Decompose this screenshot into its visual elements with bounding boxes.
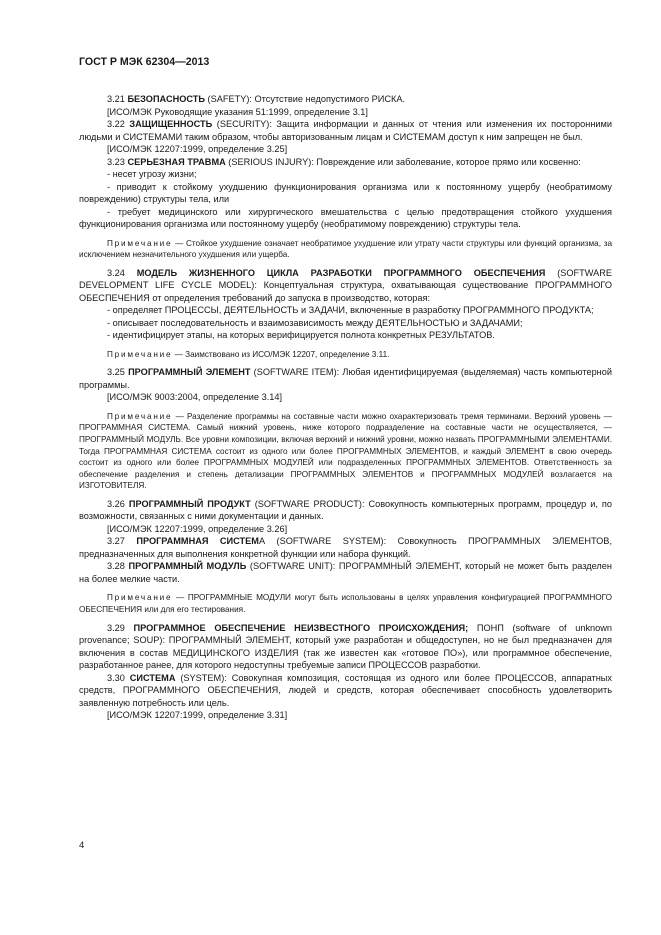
- definition-number: 3.26: [107, 498, 129, 509]
- definition-number: 3.28: [107, 561, 129, 572]
- definition-text: ПОНП (software of unknown provenance; SOUP): ПРОГРАММНЫЙ ЭЛЕМЕНТ, который уже разработан и общедоступен, но не был предназначен для включения в состав МЕДИЦИНСКОГО ИЗДЕЛИЯ (так же известен как «готовое ПО»), или программное обеспечение, разработанное ранее, для которого недоступны требуемые записи ПРОЦЕССОВ разработки.: [79, 622, 613, 671]
- note-text: — Заимствовано из ИСО/МЭК 12207, определение 3.11.: [172, 349, 390, 359]
- reference-paragraph: - приводит к стойкому ухудшению функционирования организма или к постоянному ущербу (необратимому повреждению) структуры тела, или: [79, 181, 612, 204]
- definition-number: 3.23: [107, 156, 128, 167]
- definition-paragraph: [79, 622, 612, 672]
- note-label: Примечание: [107, 238, 173, 248]
- definition-text: (SAFETY): Отсутствие недопустимого РИСКА.: [205, 94, 406, 104]
- definition-text: (SERIOUS INJURY): Повреждение или заболевание, которое прямо или косвенно:: [225, 156, 581, 167]
- definition-number: 3.30: [107, 672, 130, 683]
- definition-term: ПРОГРАММНЫЙ ПРОДУКТ: [128, 498, 251, 509]
- note-text: — Разделение программы на составные части можно охарактеризовать тремя терминами. Верхний уровень — ПРОГРАММНАЯ СИСТЕМА. Самый нижний уровень, ниже которого подразделение на составные части не осуществляется, — ПРОГРАММНЫЙ МОДУЛЬ. Все уровни композиции, включая верхний и нижний уровни, можно назвать ПРОГРАММНЫМИ ЭЛЕМЕНТАМИ. Тогда ПРОГРАММНАЯ СИСТЕМА состоит из одного или более ПРОГРАММНЫХ ЭЛЕМЕНТОВ, и каждый ЭЛЕМЕНТ в свою очередь состоит из одного или более ПРОГРАММНЫХ МОДУЛЕЙ или подразделенных ПРОГРАММНЫХ ЭЛЕМЕНТОВ. Ответственность за обеспечение разделения и степень детализации ПРОГРАММНЫХ ЭЛЕМЕНТОВ и ПРОГРАММНЫХ МОДУЛЕЙ возлагается на ИЗГОТОВИТЕЛЯ.: [79, 411, 612, 491]
- definition-term: ПРОГРАММНЫЙ МОДУЛЬ: [128, 561, 247, 572]
- definition-text: (SOFTWARE PRODUCT): Совокупность компьютерных программ, процедур и, по возможности, связанных с ними документации и данных.: [79, 498, 612, 522]
- definition-paragraph: [79, 672, 612, 710]
- definition-term: СИСТЕМА: [129, 672, 176, 683]
- document-body: [79, 93, 612, 722]
- definition-text: (SECURITY): Защита информации и данных от чтения или изменения их посторонними людьми и СИСТЕМАМИ таким образом, чтобы авторизованным лицам и СИСТЕМАМ доступ к ним запрещен не был.: [79, 119, 612, 142]
- definition-paragraph: [79, 267, 612, 305]
- page-number: 4: [79, 840, 85, 851]
- note-paragraph: [79, 592, 612, 615]
- reference-paragraph: [ИСО/МЭК 9003:2004, определение 3.14]: [107, 392, 283, 403]
- reference-paragraph: - несет угрозу жизни;: [107, 169, 197, 179]
- definition-term: СЕРЬЕЗНАЯ ТРАВМА: [127, 156, 226, 167]
- reference-paragraph: - требует медицинского или хирургического вмешательства с целью предотвращения стойкого ухудшения функционирования организма или постоянному ущербу (необратимому повреждению) структуры тела.: [79, 206, 612, 229]
- definition-number: 3.22: [107, 119, 130, 129]
- reference-paragraph: - определяет ПРОЦЕССЫ, ДЕЯТЕЛЬНОСТЬ и ЗАДАЧИ, включенные в разработку ПРОГРАММНОГО ПРОДУКТА;: [107, 305, 594, 316]
- definition-text: (SOFTWARE UNIT): ПРОГРАММНЫЙ ЭЛЕМЕНТ, который не может быть разделен на более мелкие части.: [79, 561, 612, 584]
- reference-paragraph: [ИСО/МЭК 12207:1999, определение 3.26]: [107, 523, 288, 534]
- document-header: ГОСТ Р МЭК 62304—2013: [79, 56, 210, 68]
- definition-number: 3.27: [107, 536, 137, 547]
- note-label: Примечание: [107, 349, 173, 359]
- note-label: Примечание: [107, 411, 173, 421]
- definition-paragraph: [79, 93, 612, 106]
- note-paragraph: [79, 411, 612, 492]
- reference-paragraph: [ИСО/МЭК 12207:1999, определение 3.31]: [107, 710, 288, 721]
- definition-term: ЗАЩИЩЕННОСТЬ: [129, 119, 213, 129]
- note-paragraph: [79, 238, 612, 261]
- definition-text: (SOFTWARE DEVELOPMENT LIFE CYCLE MODEL): Концептуальная структура, охватывающая существование ПРОГРАММНОГО ОБЕСПЕЧЕНИЯ от определения требований до запуска в производство, которая:: [79, 267, 612, 303]
- definition-paragraph: [79, 156, 612, 169]
- definition-number: 3.21: [107, 94, 128, 104]
- definition-term: ПРОГРАММНОЕ ОБЕСПЕЧЕНИЕ НЕИЗВЕСТНОГО ПРОИСХОЖДЕНИЯ;: [133, 622, 469, 633]
- note-paragraph: [79, 349, 612, 361]
- reference-paragraph: [ИСО/МЭК 12207:1999, определение 3.25]: [107, 144, 288, 154]
- definition-term: ПРОГРАММНЫЙ ЭЛЕМЕНТ: [128, 367, 251, 378]
- definition-term: БЕЗОПАСНОСТЬ: [127, 94, 205, 104]
- definition-paragraph: [79, 535, 612, 560]
- definition-text: (SOFTWARE ITEM): Любая идентифицируемая (выделяемая) часть компьютерной программы.: [79, 367, 612, 390]
- note-text: — ПРОГРАММНЫЕ МОДУЛИ могут быть использованы в целях управления конфигурацией ПРОГРАММНОГО ОБЕСПЕЧЕНИЯ или для его тестирования.: [79, 593, 612, 615]
- definition-paragraph: [79, 366, 612, 391]
- definition-number: 3.29: [107, 622, 134, 633]
- note-label: Примечание: [107, 593, 173, 603]
- reference-paragraph: - идентифицирует этапы, на которых верифицируется полнота конкретных РЕЗУЛЬТАТОВ.: [107, 330, 495, 341]
- definition-paragraph: [79, 560, 612, 585]
- definition-number: 3.24: [107, 267, 137, 278]
- reference-paragraph: - описывает последовательность и взаимозависимость между ДЕЯТЕЛЬНОСТЬЮ и ЗАДАЧАМИ;: [107, 317, 523, 328]
- definition-paragraph: [79, 498, 612, 523]
- definition-term: МОДЕЛЬ ЖИЗНЕННОГО ЦИКЛА РАЗРАБОТКИ ПРОГРАММНОГО ОБЕСПЕЧЕНИЯ: [136, 267, 546, 278]
- definition-text: А (SOFTWARE SYSTEM): Совокупность ПРОГРАММНЫХ ЭЛЕМЕНТОВ, предназначенных для выполнения конкретной функции или набора функций.: [79, 536, 612, 559]
- definition-term: ПРОГРАММНАЯ СИСТЕМ: [136, 536, 259, 547]
- definition-paragraph: [79, 118, 612, 143]
- note-text: — Стойкое ухудшение означает необратимое ухудшение или утрату части структуры или функций организма, за исключением незначительного ухудшения или ущерба.: [79, 238, 612, 260]
- document-page: [79, 56, 612, 722]
- definition-text: (SYSTEM): Совокупная композиция, состоящая из одного или более ПРОЦЕССОВ, аппаратных средств, ПРОГРАММНОГО ОБЕСПЕЧЕНИЯ, людей и средств, которая обеспечивает способность удовлетворить заявленную потребность или цель.: [79, 672, 612, 708]
- definition-number: 3.25: [107, 367, 129, 378]
- reference-paragraph: [ИСО/МЭК Руководящие указания 51:1999, определение 3.1]: [107, 106, 368, 117]
